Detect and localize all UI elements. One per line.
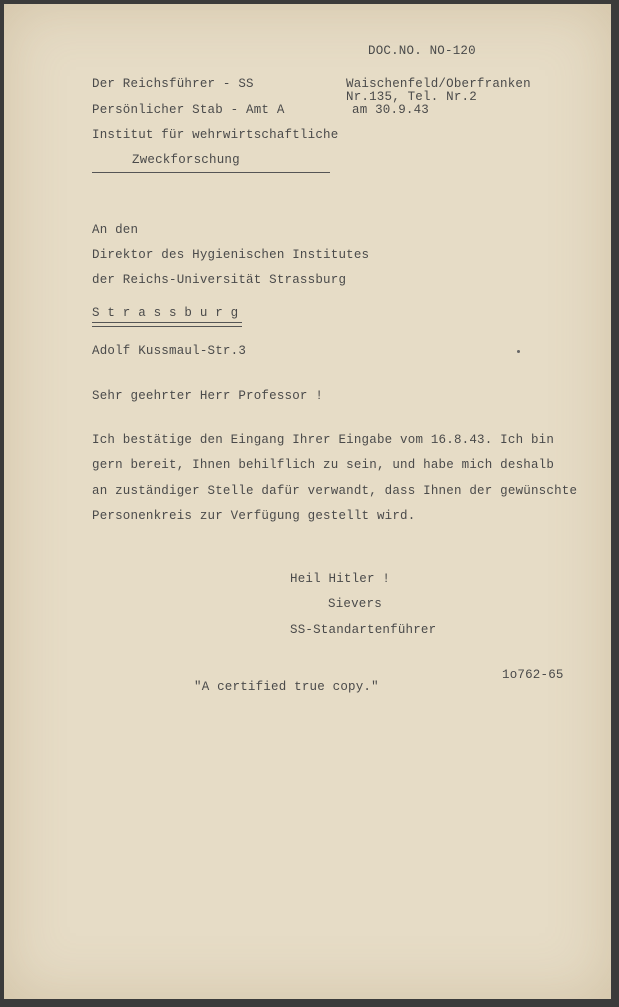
place-date: am 30.9.43 bbox=[352, 103, 430, 117]
body-line-3: an zuständiger Stelle dafür verwandt, dass Ihnen der gewünschte bbox=[92, 484, 578, 498]
body-line-1: Ich bestätige den Eingang Ihrer Eingabe vom 16.8.43. Ich bin bbox=[92, 433, 555, 447]
closing-greeting: Heil Hitler ! bbox=[290, 572, 391, 586]
signature-rank: SS-Standartenführer bbox=[290, 623, 437, 637]
recipient-street: Adolf Kussmaul-Str.3 bbox=[92, 344, 247, 358]
certification-note: "A certified true copy." bbox=[194, 680, 379, 694]
recipient-line-3: der Reichs-Universität Strassburg bbox=[92, 273, 347, 287]
sender-underline bbox=[92, 172, 330, 173]
body-line-2: gern bereit, Ihnen behilflich zu sein, und habe mich deshalb bbox=[92, 458, 555, 472]
signature-name: Sievers bbox=[328, 597, 382, 611]
sender-line-1: Der Reichsführer - SS bbox=[92, 77, 254, 91]
reference-number: 1o762-65 bbox=[502, 668, 564, 682]
sender-line-3: Institut für wehrwirtschaftliche bbox=[92, 128, 339, 142]
place-line-1: Waischenfeld/Oberfranken bbox=[346, 77, 531, 91]
salutation: Sehr geehrter Herr Professor ! bbox=[92, 389, 324, 403]
city-double-underline bbox=[92, 322, 242, 327]
body-line-4: Personenkreis zur Verfügung gestellt wird. bbox=[92, 509, 416, 523]
recipient-city: S t r a s s b u r g bbox=[92, 306, 239, 320]
sender-line-4: Zweckforschung bbox=[132, 153, 240, 167]
ink-spot bbox=[517, 350, 520, 353]
document-number: DOC.NO. NO-120 bbox=[368, 44, 476, 58]
recipient-line-2: Direktor des Hygienischen Institutes bbox=[92, 248, 370, 262]
document-page bbox=[4, 4, 611, 999]
place-line-2: Nr.135, Tel. Nr.2 bbox=[346, 90, 477, 104]
sender-line-2: Persönlicher Stab - Amt A bbox=[92, 103, 285, 117]
recipient-line-1: An den bbox=[92, 223, 139, 237]
